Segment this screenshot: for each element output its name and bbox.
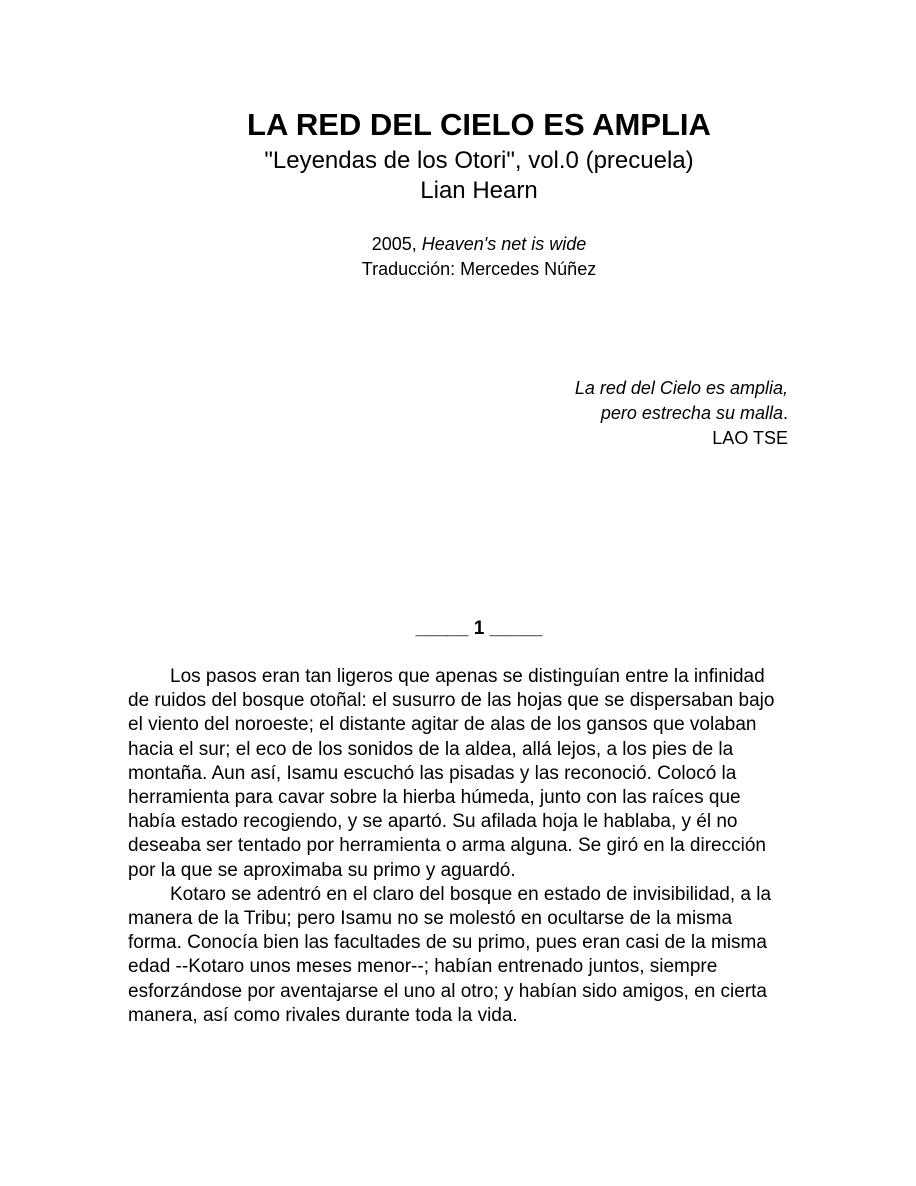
- translator-credit: Traducción: Mercedes Núñez: [361, 259, 597, 279]
- epigraph-line-2: [575, 401, 788, 426]
- series-subtitle: "Leyendas de los Otori", vol.0 (precuela): [264, 147, 694, 174]
- epigraph-line-2-period: .: [782, 403, 788, 423]
- paragraph: Kotaro se adentró en el claro del bosque en estado de invisibilidad, a la manera de la Tribu; pero Isamu no se molestó en ocultarse de la misma forma. Conocía bien las facultades de su primo, pues eran casi de la misma edad --Kotaro unos meses menor--; habían entrenado juntos, siempre esforzándose por aventajarse el uno al otro; y habían sido amigos, en cierta manera, así como rivales durante toda la vida.: [128, 883, 772, 1026]
- body-text: [128, 665, 790, 1028]
- book-title: LA RED DEL CIELO ES AMPLIA: [247, 107, 711, 142]
- author-name: Lian Hearn: [420, 177, 538, 204]
- publication-year: 2005,: [371, 234, 422, 254]
- original-edition: [0, 232, 916, 257]
- epigraph-attribution: LAO TSE: [712, 428, 788, 448]
- epigraph: [575, 376, 788, 451]
- original-title: Heaven's net is wide: [421, 234, 587, 254]
- epigraph-line-1: La red del Cielo es amplia,: [574, 378, 788, 398]
- epigraph-line-2-text: pero estrecha su malla: [600, 403, 783, 423]
- paragraph: Los pasos eran tan ligeros que apenas se distinguían entre la infinidad de ruidos del bosque otoñal: el susurro de las hojas que se dispersaban bajo el viento del noroeste; el distante agitar de alas de los gansos que volaban hacia el sur; el eco de los sonidos de la aldea, allá lejos, a los pies de la montaña. Aun así, Isamu escuchó las pisadas y las reconoció. Colocó la herramienta para cavar sobre la hierba húmeda, junto con las raíces que había estado recogiendo, y se apartó. Su afilada hoja le hablaba, y él no deseaba ser tentado por herramienta o arma alguna. Se giró en la dirección por la que se aproximaba su primo y aguardó.: [128, 666, 775, 881]
- chapter-heading: _____ 1 _____: [415, 618, 543, 639]
- publication-info: [0, 232, 916, 282]
